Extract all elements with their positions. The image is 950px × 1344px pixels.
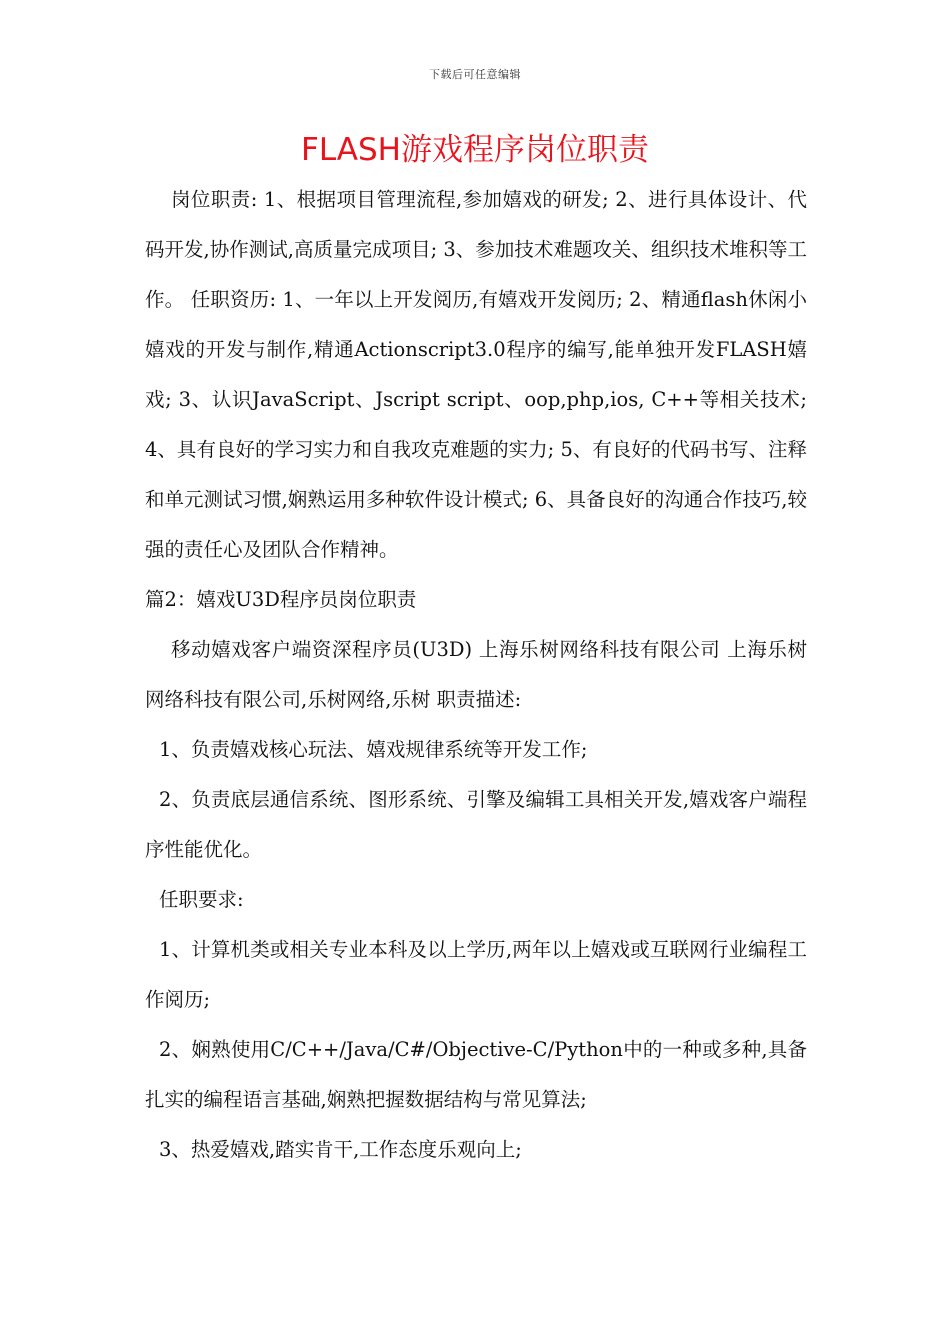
page-title: FLASH游戏程序岗位职责	[300, 132, 649, 168]
paragraph-requirement-1: 1、计算机类或相关专业本科及以上学历,两年以上嬉戏或互联网行业编程工作阅历;	[145, 938, 807, 1011]
header-note: 下载后可任意编辑	[429, 68, 521, 81]
paragraph-requirement-2: 2、娴熟使用C/C++/Java/C#/Objective-C/Python中的一种或多种,具备扎实的编程语言基础,娴熟把握数据结构与常见算法;	[145, 1038, 807, 1111]
document-body	[145, 175, 807, 1175]
paragraph-job-duties: 岗位职责: 1、根据项目管理流程,参加嬉戏的研发; 2、进行具体设计、代码开发,协作测试,高质量完成项目; 3、参加技术难题攻关、组织技术堆积等工作。 任职资历: 1、一年以上开发阅历,有嬉戏开发阅历; 2、精通flash休闲小嬉戏的开发与制作,精通Actionscript3.0程序的编写,能单独开发FLASH嬉戏; 3、认识JavaScript、Jscript script、oop,php,ios, C++等相关技术; 4、具有良好的学习实力和自我攻克难题的实力; 5、有良好的代码书写、注释和单元测试习惯,娴熟运用多种软件设计模式; 6、具备良好的沟通合作技巧,较强的责任心及团队合作精神。	[145, 188, 807, 561]
paragraph-company-intro: 移动嬉戏客户端资深程序员(U3D) 上海乐树网络科技有限公司 上海乐树网络科技有限公司,乐树网络,乐树 职责描述:	[145, 638, 807, 711]
paragraph-duty-2: 2、负责底层通信系统、图形系统、引擎及编辑工具相关开发,嬉戏客户端程序性能优化。	[145, 788, 807, 861]
paragraph-requirement-3: 3、热爱嬉戏,踏实肯干,工作态度乐观向上;	[159, 1138, 522, 1161]
paragraph-duty-1: 1、负责嬉戏核心玩法、嬉戏规律系统等开发工作;	[159, 738, 588, 761]
section-heading: 篇2：嬉戏U3D程序员岗位职责	[145, 588, 417, 611]
paragraph-requirements-heading: 任职要求:	[159, 888, 244, 911]
